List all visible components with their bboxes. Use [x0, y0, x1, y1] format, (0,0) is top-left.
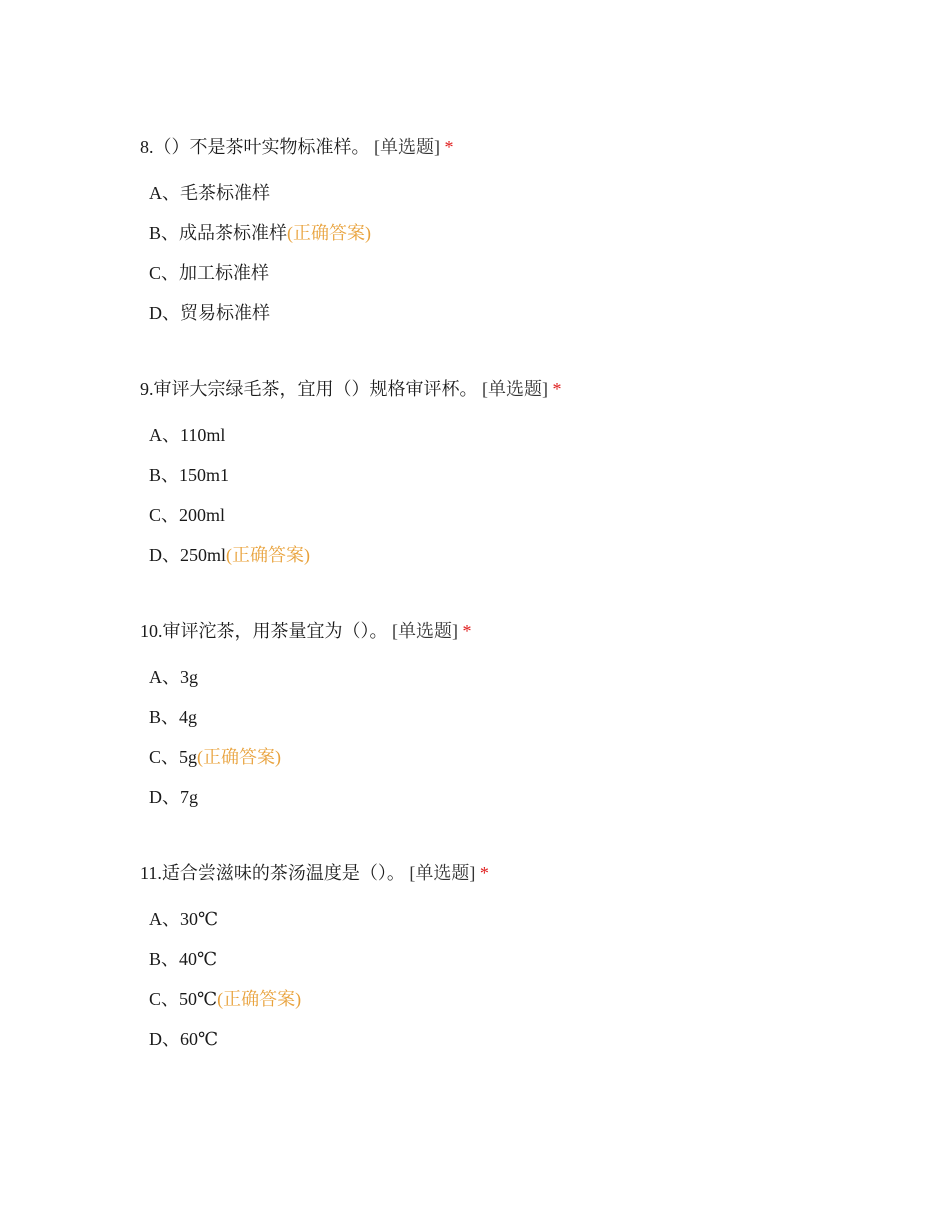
option-text: 40℃: [179, 949, 218, 969]
options-list: [140, 181, 900, 341]
option-text: 7g: [180, 787, 198, 807]
question-title: [140, 135, 900, 159]
option-text: 150m1: [179, 465, 230, 485]
correct-answer-marker: (正确答案): [287, 223, 372, 243]
option-b: B、4g: [149, 707, 198, 727]
option-b: B、成品茶标准样(正确答案): [149, 223, 372, 243]
question-11: [140, 861, 900, 1067]
correct-answer-marker: (正确答案): [226, 545, 311, 565]
correct-answer-marker: (正确答案): [197, 747, 282, 767]
option-a: A、110ml: [149, 425, 226, 445]
options-list: [140, 665, 900, 825]
option-text: 30℃: [180, 909, 219, 929]
option-text: 50℃: [179, 989, 218, 1009]
question-title: [140, 377, 900, 401]
question-number: 11.: [140, 863, 162, 883]
option-text: 60℃: [180, 1029, 219, 1049]
question-8: [140, 135, 900, 341]
question-type-label: [单选题]: [374, 137, 440, 157]
option-d: D、7g: [149, 787, 198, 807]
question-number: 9.: [140, 379, 154, 399]
question-title: [140, 619, 900, 643]
option-c: C、50℃(正确答案): [149, 989, 302, 1009]
option-text: 250ml: [180, 545, 227, 565]
question-type-label: [单选题]: [482, 379, 548, 399]
option-text: 4g: [179, 707, 198, 727]
question-number: 10.: [140, 621, 163, 641]
question-9: [140, 377, 900, 583]
option-text: 贸易标准样: [180, 303, 270, 323]
option-text: 毛茶标准样: [180, 183, 270, 203]
question-type-label: [单选题]: [409, 863, 476, 883]
option-text: 成品茶标准样: [179, 223, 288, 243]
options-list: [140, 423, 900, 583]
option-a: A、30℃: [149, 909, 219, 929]
question-number: 8.: [140, 137, 154, 157]
required-mark: *: [552, 379, 562, 399]
required-mark: *: [444, 137, 454, 157]
required-mark: *: [462, 621, 472, 641]
option-a: A、3g: [149, 667, 198, 687]
question-text: 审评大宗绿毛茶，宜用（）规格审评杯。: [153, 379, 478, 399]
option-text: 3g: [180, 667, 198, 687]
option-text: 5g: [179, 747, 198, 767]
question-text: 审评沱茶，用茶量宜为（）。: [162, 621, 388, 641]
option-text: 加工标准样: [179, 263, 270, 283]
question-10: [140, 619, 900, 825]
options-list: [140, 907, 900, 1067]
option-c: C、200ml: [149, 505, 226, 525]
option-c: C、加工标准样: [149, 263, 270, 283]
question-text: （）不是茶叶实物标准样。: [153, 137, 370, 157]
question-type-label: [单选题]: [392, 621, 458, 641]
option-c: C、5g(正确答案): [149, 747, 282, 767]
option-text: 200ml: [179, 505, 226, 525]
correct-answer-marker: (正确答案): [217, 989, 302, 1009]
option-d: D、60℃: [149, 1029, 219, 1049]
required-mark: *: [479, 863, 489, 883]
question-title: [140, 861, 900, 885]
option-a: A、毛茶标准样: [149, 183, 270, 203]
option-b: B、150m1: [149, 465, 230, 485]
question-text: 适合尝滋味的茶汤温度是（）。: [161, 863, 405, 883]
option-d: D、贸易标准样: [149, 303, 270, 323]
option-b: B、40℃: [149, 949, 218, 969]
option-text: 110ml: [180, 425, 226, 445]
option-d: D、250ml(正确答案): [149, 545, 311, 565]
